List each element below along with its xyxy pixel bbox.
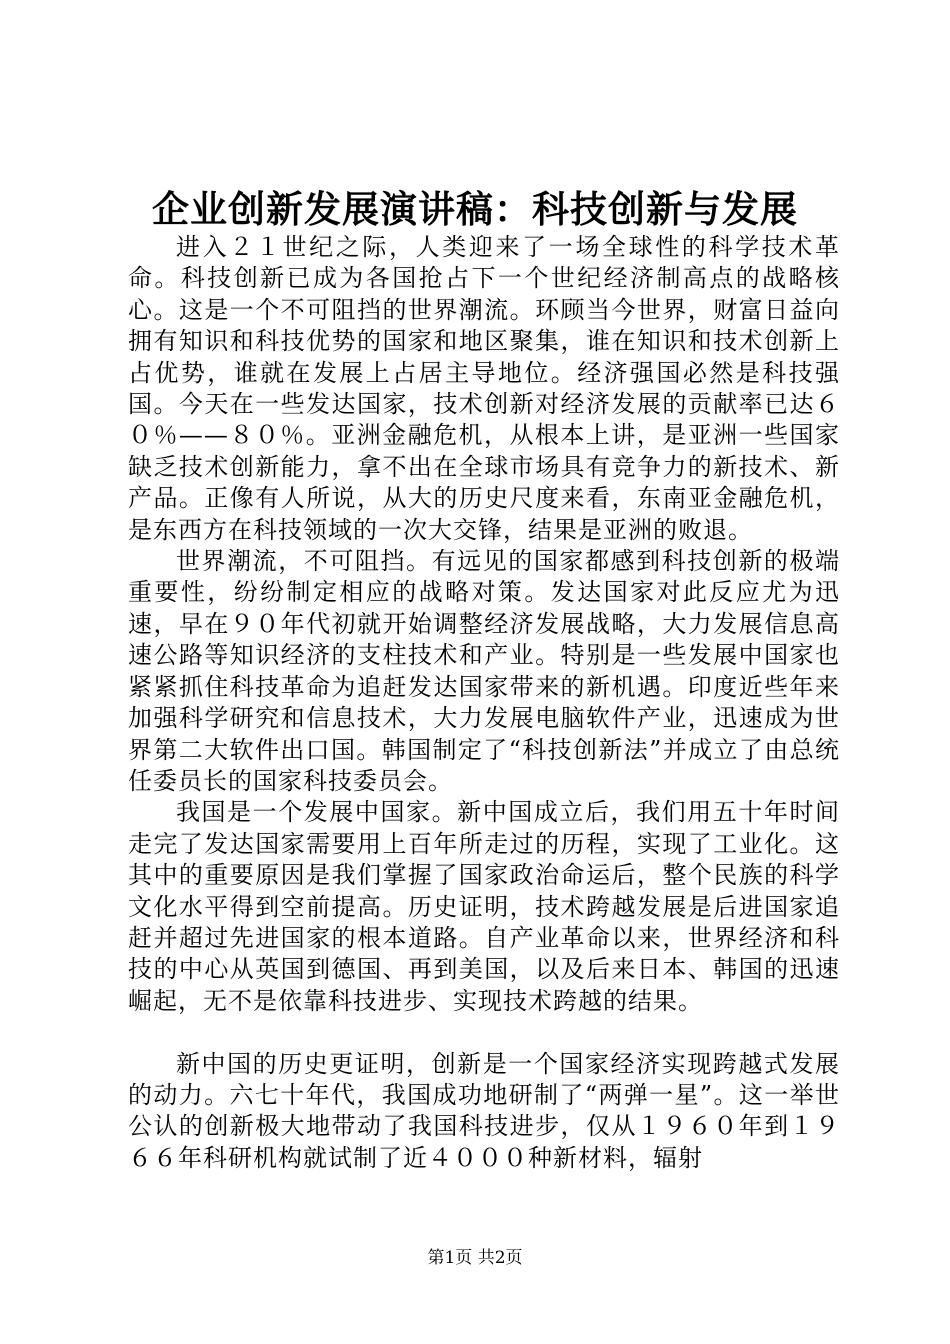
paragraph-4: 新中国的历史更证明，创新是一个国家经济实现跨越式发展的动力。六七十年代，我国成功地研制了“两弹一星”。这一举世公认的创新极大地带动了我国科技进步，仅从１９６０年到１９６６年科研机构就试制了近４０００种新材料，辐射 [128,1049,840,1172]
paragraph-3: 我国是一个发展中国家。新中国成立后，我们用五十年时间走完了发达国家需要用上百年所走过的历程，实现了工业化。这其中的重要原因是我们掌握了国家政治命运后，整个民族的科学文化水平得到空前提高。历史证明，技术跨越发展是后进国家追赶并超过先进国家的根本道路。自产业革命以来，世界经济和科技的中心从英国到德国、再到美国，以及后来日本、韩国的迅速崛起，无不是依靠科技进步、实现技术跨越的结果。 [128,798,840,1015]
paragraph-1: 进入２１世纪之际，人类迎来了一场全球性的科学技术革命。科技创新已成为各国抢占下一个世纪经济制高点的战略核心。这是一个不可阻挡的世界潮流。环顾当今世界，财富日益向拥有知识和科技优势的国家和地区聚集，谁在知识和技术创新上占优势，谁就在发展上占居主导地位。经济强国必然是科技强国。今天在一些发达国家，技术创新对经济发展的贡献率已达６０％——８０％。亚洲金融危机，从根本上讲，是亚洲一些国家缺乏技术创新能力，拿不出在全球市场具有竞争力的新技术、新产品。正像有人所说，从大的历史尺度来看，东南亚金融危机，是东西方在科技领域的一次大交锋，结果是亚洲的败退。 [128,233,840,544]
paragraph-2: 世界潮流，不可阻挡。有远见的国家都感到科技创新的极端重要性，纷纷制定相应的战略对策。发达国家对此反应尤为迅速，早在９０年代初就开始调整经济发展战略，大力发展信息高速公路等知识经济的支柱技术和产业。特别是一些发展中国家也紧紧抓住科技革命为追赶发达国家带来的新机遇。印度近些年来加强科学研究和信息技术，大力发展电脑软件产业，迅速成为世界第二大软件出口国。韩国制定了“科技创新法”并成立了由总统任委员长的国家科技委员会。 [128,547,840,795]
document-title: 企业创新发展演讲稿：科技创新与发展 [152,187,798,231]
page-number-footer: 第1页 共2页 [427,1248,523,1268]
document-body [128,232,840,1174]
